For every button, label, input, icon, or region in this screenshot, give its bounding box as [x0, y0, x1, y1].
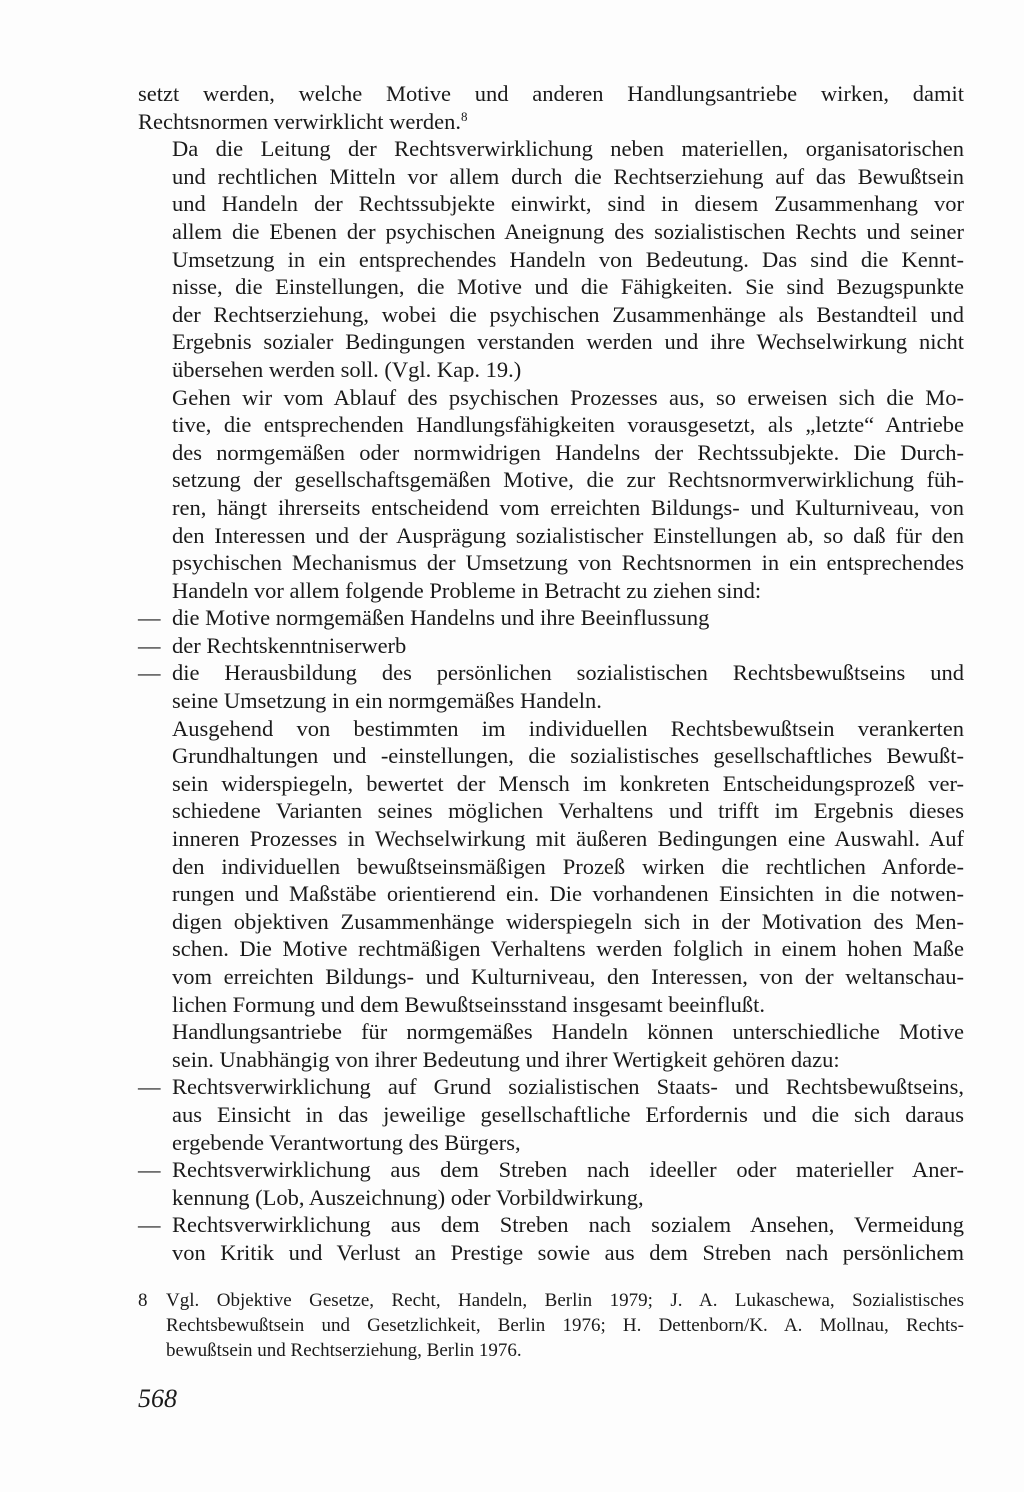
paragraph	[138, 80, 964, 135]
text-line: von Kritik und Verlust an Prestige sowie aus dem Streben nach persönlichem	[172, 1239, 964, 1265]
text-line: rungen und Maßstäbe orientierend ein. Die vorhandenen Einsichten in die notwen-	[172, 881, 964, 907]
text-line: Grundhaltungen und -einstellungen, die sozialistisches gesellschaftliches Bewußt-	[172, 743, 964, 769]
text-line: tive, die entsprechenden Handlungsfähigkeiten vorausgesetzt, als „letzte“ Antriebe	[172, 412, 964, 438]
list-item	[138, 1156, 964, 1211]
dash-marker: —	[138, 1074, 161, 1100]
text-line: den individuellen bewußtseinsmäßigen Prozeß wirken die rechtlichen Anforde-	[172, 853, 964, 879]
text-line: die Herausbildung des persönlichen sozialistischen Rechtsbewußtseins und	[172, 660, 964, 686]
text-line: allem die Ebenen der psychischen Aneignung des sozialistischen Rechts und seiner	[172, 218, 964, 244]
footnote	[138, 1288, 964, 1363]
text-line: schen. Die Motive rechtmäßigen Verhaltens werden folglich in einem hohen Maße	[172, 936, 964, 962]
text-line: inneren Prozesses in Wechselwirkung mit äußeren Bedingungen eine Auswahl. Auf	[172, 826, 964, 852]
body-text	[138, 80, 964, 1267]
footnote-line: Rechtsbewußtsein und Gesetzlichkeit, Berlin 1976; H. Dettenborn/K. A. Mollnau, Rechts-	[166, 1315, 964, 1336]
dash-marker: —	[138, 605, 161, 631]
text-line: Ausgehend von bestimmten im individuellen Rechtsbewußtsein verankerten	[172, 715, 964, 741]
list-item	[138, 659, 964, 714]
text-line: kennung (Lob, Auszeichnung) oder Vorbildwirkung,	[172, 1184, 644, 1210]
text-line: nisse, die Einstellungen, die Motive und die Fähigkeiten. Sie sind Bezugspunkte	[172, 274, 964, 300]
footnote-reference[interactable]: 8	[461, 108, 468, 124]
paragraph	[138, 135, 964, 383]
paragraph	[138, 715, 964, 1019]
text-line: Umsetzung in ein entsprechendes Handeln von Bedeutung. Das sind die Kennt-	[172, 246, 964, 272]
paragraph	[138, 384, 964, 605]
text-line: Ergebnis sozialer Bedingungen verstanden werden und ihre Wechselwirkung nicht	[172, 329, 964, 355]
text-line: die Motive normgemäßen Handelns und ihre Beeinflussung	[172, 605, 710, 631]
text-line: lichen Formung und dem Bewußtseinsstand insgesamt beeinflußt.	[172, 991, 766, 1017]
text-line	[138, 108, 964, 136]
text-line: aus Einsicht in das jeweilige gesellschaftliche Erfordernis und die sich daraus	[172, 1101, 964, 1127]
text-line: sein. Unabhängig von ihrer Bedeutung und ihrer Wertigkeit gehören dazu:	[172, 1046, 840, 1072]
footnote-line: Vgl. Objektive Gesetze, Recht, Handeln, Berlin 1979; J. A. Lukaschewa, Sozialistisches	[166, 1290, 964, 1311]
text-line: schiedene Varianten seines möglichen Verhaltens und trifft im Ergebnis dieses	[172, 798, 964, 824]
text-line: setzung der gesellschaftsgemäßen Motive, die zur Rechtsnormverwirklichung füh-	[172, 467, 964, 493]
list-item	[138, 1211, 964, 1266]
text-line: Handeln vor allem folgende Probleme in Betracht zu ziehen sind:	[172, 577, 762, 603]
text-line: Rechtsverwirklichung auf Grund sozialistischen Staats- und Rechtsbewußtseins,	[172, 1074, 964, 1100]
text-line: des normgemäßen oder normwidrigen Handelns der Rechtssubjekte. Die Durch-	[172, 439, 964, 465]
dash-marker: —	[138, 1157, 161, 1183]
text-line: ergebende Verantwortung des Bürgers,	[172, 1129, 521, 1155]
text-line: digen objektiven Zusammenhänge widerspiegeln sich in der Motivation des Men-	[172, 908, 964, 934]
text-line: seine Umsetzung in ein normgemäßes Handeln.	[172, 688, 602, 714]
footnote-number: 8	[138, 1290, 148, 1311]
page-number: 568	[138, 1384, 177, 1413]
text-line: vom erreichten Bildungs- und Kulturniveau, den Interessen, von der weltanschau-	[172, 964, 964, 989]
dash-marker: —	[138, 632, 161, 658]
dash-marker: —	[138, 1212, 161, 1238]
text-line: Rechtsverwirklichung aus dem Streben nach sozialem Ansehen, Vermeidung	[172, 1212, 964, 1238]
dash-marker: —	[138, 660, 161, 686]
text-line: der Rechtskenntniserwerb	[172, 632, 407, 658]
text-line: den Interessen und der Ausprägung sozialistischer Einstellungen ab, so daß für den	[172, 522, 964, 548]
footnotes	[138, 1288, 964, 1363]
text-line: setzt werden, welche Motive und anderen Handlungsantriebe wirken, damit	[138, 81, 964, 106]
list-item	[138, 632, 964, 660]
text-line: Rechtsverwirklichung aus dem Streben nach ideeller oder materieller Aner-	[172, 1157, 964, 1183]
list-item	[138, 1073, 964, 1156]
text-line: Gehen wir vom Ablauf des psychischen Prozesses aus, so erweisen sich die Mo-	[172, 384, 964, 410]
text-line: sein widerspiegeln, bewertet der Mensch im konkreten Entscheidungsprozeß ver-	[172, 770, 964, 796]
text-fragment: Rechtsnormen verwirklicht werden.	[138, 108, 462, 134]
text-line: übersehen werden soll. (Vgl. Kap. 19.)	[172, 356, 522, 382]
text-line: und rechtlichen Mitteln vor allem durch die Rechtserziehung auf das Bewußtsein	[172, 163, 964, 189]
text-line: und Handeln der Rechtssubjekte einwirkt, sind in diesem Zusammenhang vor	[172, 191, 964, 217]
text-line: Da die Leitung der Rechtsverwirklichung neben materiellen, organisatorischen	[172, 136, 964, 162]
text-line: psychischen Mechanismus der Umsetzung von Rechtsnormen in ein entsprechendes	[172, 550, 964, 576]
text-line: Handlungsantriebe für normgemäßes Handeln können unterschiedliche Motive	[172, 1019, 964, 1045]
paragraph	[138, 1018, 964, 1073]
footnote-line: bewußtsein und Rechtserziehung, Berlin 1976.	[166, 1340, 522, 1361]
list-item	[138, 604, 964, 632]
text-line: ren, hängt ihrerseits entscheidend vom erreichten Bildungs- und Kulturniveau, von	[172, 494, 964, 520]
text-line: der Rechtserziehung, wobei die psychischen Zusammenhänge als Bestandteil und	[172, 301, 964, 327]
